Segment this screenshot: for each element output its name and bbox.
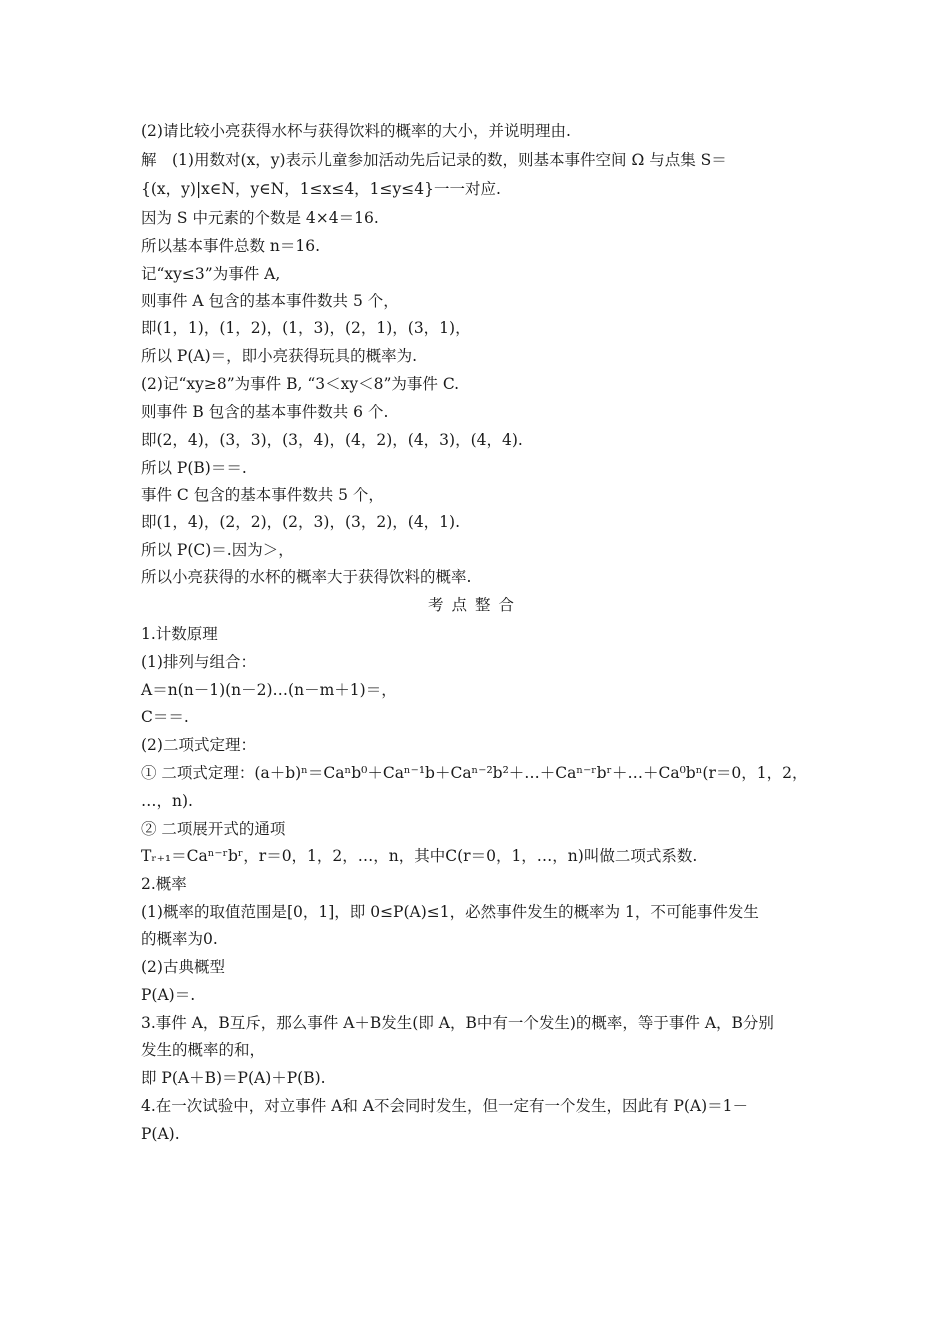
section-title: 考点整合: [427, 596, 522, 614]
text-line: (1)排列与组合：: [141, 653, 256, 671]
text-line: P(A).: [141, 1125, 180, 1143]
text-line: 即(1，4)，(2，2)，(2，3)，(3，2)，(4，1).: [141, 513, 461, 531]
text-line: 所以 P(B)＝＝.: [141, 459, 247, 477]
text-line: …，n).: [141, 792, 193, 810]
text-line: 所以 P(A)＝，即小亮获得玩具的概率为.: [141, 347, 418, 365]
text-line: 3.事件 A，B互斥，那么事件 A＋B发生(即 A，B中有一个发生)的概率，等于事件 A，B分别: [141, 1014, 774, 1032]
text-line: A＝n(n－1)(n－2)…(n－m＋1)＝，: [141, 681, 397, 699]
text-line: 因为 S 中元素的个数是 4×4＝16.: [141, 209, 379, 227]
text-line: ② 二项展开式的通项: [141, 820, 286, 838]
text-line: ① 二项式定理：(a＋b)ⁿ＝Caⁿb⁰＋Caⁿ⁻¹b＋Caⁿ⁻²b²＋…＋Caⁿ⁻ʳbʳ＋…＋Ca⁰bⁿ(r＝0，1，2，: [141, 764, 808, 782]
text-line: (2)请比较小亮获得水杯与获得饮料的概率的大小，并说明理由.: [141, 122, 571, 140]
text-line: 的概率为0.: [141, 930, 218, 948]
text-line: C＝＝.: [141, 708, 189, 726]
text-line: 即 P(A＋B)＝P(A)＋P(B).: [141, 1069, 326, 1087]
text-line: 2.概率: [141, 875, 187, 893]
text-line: (1)概率的取值范围是[0，1]，即 0≤P(A)≤1，必然事件发生的概率为 1，不可能事件发生: [141, 903, 759, 921]
text-line: 则事件 B 包含的基本事件数共 6 个.: [141, 403, 389, 421]
text-line: 4.在一次试验中，对立事件 A和 A不会同时发生，但一定有一个发生，因此有 P(A)＝1－: [141, 1097, 749, 1115]
text-line: 所以 P(C)＝.因为＞，: [141, 541, 294, 559]
text-line: 即(2，4)，(3，3)，(3，4)，(4，2)，(4，3)，(4，4).: [141, 431, 523, 449]
text-line: 解 (1)用数对(x，y)表示儿童参加活动先后记录的数，则基本事件空间 Ω 与点集 S＝: [141, 151, 727, 169]
text-line: {(x，y)|x∈N，y∈N，1≤x≤4，1≤y≤4}一一对应.: [141, 180, 501, 198]
text-line: 事件 C 包含的基本事件数共 5 个，: [141, 486, 384, 504]
text-line: P(A)＝.: [141, 986, 196, 1004]
text-line: (2)二项式定理：: [141, 736, 256, 754]
text-line: 则事件 A 包含的基本事件数共 5 个，: [141, 292, 399, 310]
text-line: (2)记“xy≥8”为事件 B, “3＜xy＜8”为事件 C.: [141, 375, 460, 393]
text-line: 记“xy≤3”为事件 A,: [141, 265, 281, 283]
text-line: Tᵣ₊₁＝Caⁿ⁻ʳbʳ，r＝0，1，2，…，n，其中C(r＝0，1，…，n)叫做二项式系数.: [141, 847, 698, 865]
text-line: 即(1，1)，(1，2)，(1，3)，(2，1)，(3，1)，: [141, 319, 471, 337]
text-line: (2)古典概型: [141, 958, 225, 976]
text-line: 1.计数原理: [141, 625, 218, 643]
text-line: 发生的概率的和，: [141, 1041, 266, 1059]
text-line: 所以基本事件总数 n＝16.: [141, 237, 321, 255]
text-line: 所以小亮获得的水杯的概率大于获得饮料的概率.: [141, 568, 472, 586]
